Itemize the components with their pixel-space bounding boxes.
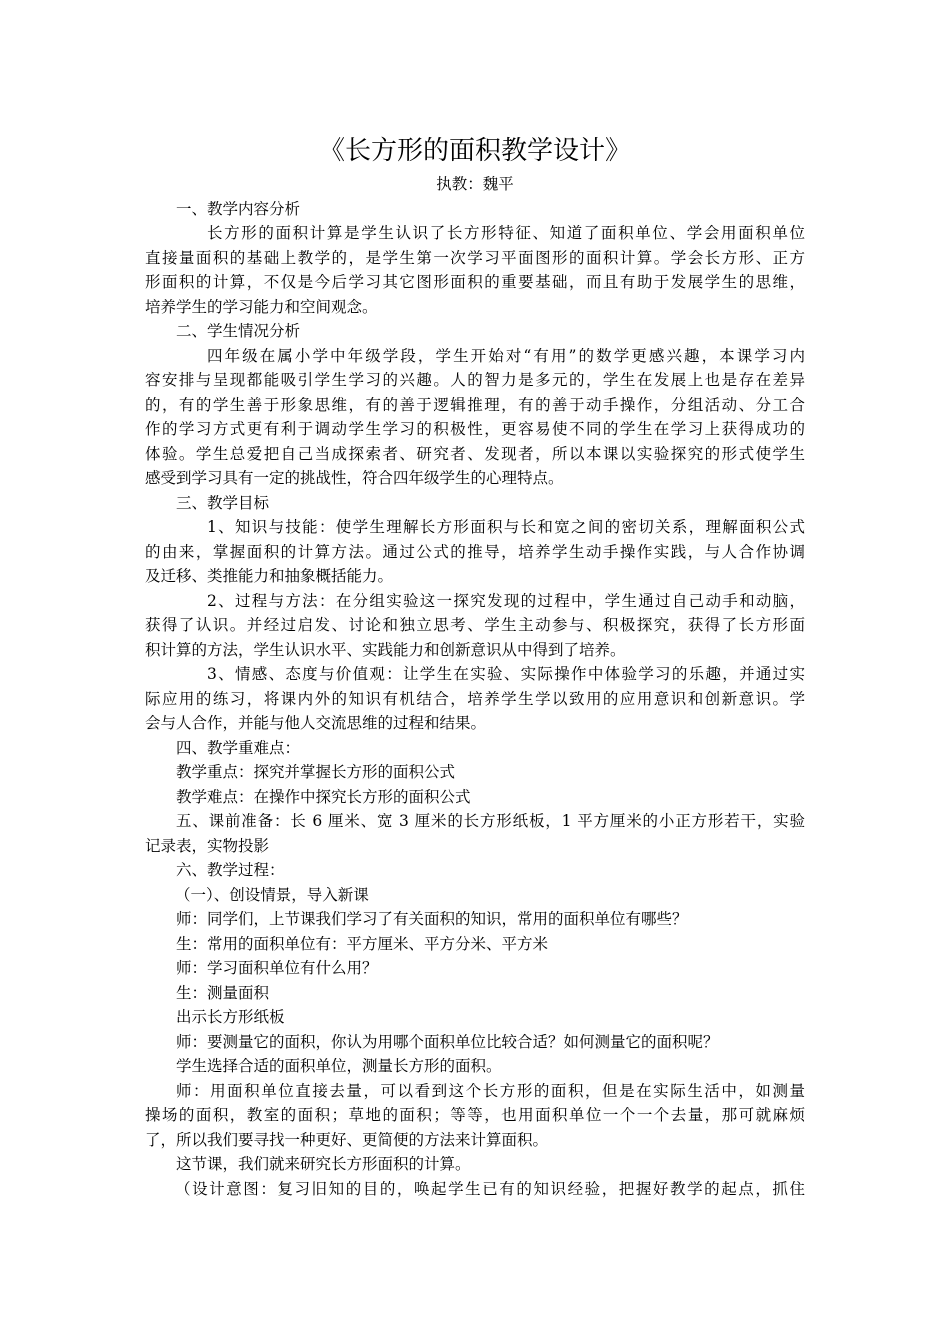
text-line: 操场的面积，教室的面积；草地的面积；等等，也用面积单位一个一个去量，那可就麻烦 [145, 1106, 805, 1124]
document-title: 《长方形的面积教学设计》 [318, 136, 631, 166]
text-line: 师：用面积单位直接去量，可以看到这个长方形的面积，但是在实际生活中，如测量 [176, 1081, 805, 1100]
text-line: 记录表，实物投影 [145, 836, 270, 855]
text-line: 的由来，掌握面积的计算方法。通过公式的推导，培养学生动手操作实践，与人合作协调 [145, 542, 805, 561]
section-heading: 二、学生情况分析 [176, 322, 301, 340]
author-line: 执教：魏平 [436, 175, 514, 193]
text-line: 长方形的面积计算是学生认识了长方形特征、知道了面积单位、学会用面积单位 [207, 224, 805, 242]
text-line: 五、课前准备：长 6 厘米、宽 3 厘米的长方形纸板，1 平方厘米的小正方形若干，实验 [176, 812, 805, 830]
text-line: 出示长方形纸板 [176, 1008, 285, 1026]
text-line: 教学重点：探究并掌握长方形的面积公式 [176, 763, 456, 781]
section-heading: 一、教学内容分析 [176, 199, 301, 218]
text-line: （一）、创设情景，导入新课 [175, 885, 369, 904]
section-heading: 六、教学过程： [176, 861, 285, 879]
text-line: 培养学生的学习能力和空间观念。 [145, 297, 378, 316]
text-line: 生：常用的面积单位有：平方厘米、平方分米、平方米 [176, 934, 549, 953]
text-line: 的，有的学生善于形象思维，有的善于逻辑推理，有的善于动手操作，分组活动、分工合 [145, 395, 805, 414]
text-line: 获得了认识。并经过启发、讨论和独立思考、学生主动参与、积极探究，获得了长方形面 [145, 616, 805, 634]
text-line: 师：学习面积单位有什么用？ [176, 959, 378, 977]
text-line: 际应用的练习，将课内外的知识有机结合，培养学生学以致用的应用意识和创新意识。学 [145, 689, 805, 708]
text-line: 学生选择合适的面积单位，测量长方形的面积。 [176, 1057, 502, 1075]
document-body [145, 197, 805, 1202]
text-line: 作的学习方式更有利于调动学生学习的积极性，更容易使不同的学生在学习上获得成功的 [145, 420, 805, 438]
text-line: 1、知识与技能：使学生理解长方形面积与长和宽之间的密切关系，理解面积公式 [207, 518, 805, 536]
text-line: 师：要测量它的面积，你认为用哪个面积单位比较合适？如何测量它的面积呢？ [176, 1032, 719, 1051]
text-line: 会与人合作，并能与他人交流思维的过程和结果。 [145, 714, 487, 732]
text-line: 积计算的方法，学生认识水平、实践能力和创新意识从中得到了培养。 [145, 640, 626, 659]
text-line: 感受到学习具有一定的挑战性，符合四年级学生的心理特点。 [145, 469, 564, 487]
text-line: 了，所以我们要寻找一种更好、更简便的方法来计算面积。 [145, 1130, 549, 1149]
document-page [145, 132, 805, 1201]
text-line: 直接量面积的基础上教学的，是学生第一次学习平面图形的面积计算。学会长方形、正方 [145, 248, 805, 267]
text-line: 形面积的计算，不仅是今后学习其它图形面积的重要基础，而且有助于发展学生的思维， [145, 273, 805, 291]
text-line: 教学难点：在操作中探究长方形的面积公式 [176, 787, 471, 806]
text-line: 2、过程与方法：在分组实验这一探究发现的过程中，学生通过自己动手和动脑， [207, 591, 805, 610]
text-line: 生：测量面积 [176, 983, 270, 1002]
section-heading: 四、教学重难点： [176, 738, 301, 757]
text-line: 四年级在属小学中年级学段，学生开始对“有用”的数学更感兴趣，本课学习内 [207, 346, 805, 365]
text-line: 体验。学生总爱把自己当成探索者、研究者、发现者，所以本课以实验探究的形式使学生 [145, 444, 805, 463]
text-line: 及迁移、类推能力和抽象概括能力。 [145, 567, 394, 585]
text-line: （设计意图：复习旧知的目的，唤起学生已有的知识经验，把握好教学的起点，抓住 [175, 1179, 805, 1198]
text-line: 这节课，我们就来研究长方形面积的计算。 [176, 1155, 471, 1173]
text-line: 3、情感、态度与价值观：让学生在实验、实际操作中体验学习的乐趣，并通过实 [207, 665, 805, 683]
section-heading: 三、教学目标 [176, 493, 270, 512]
text-line: 师：同学们，上节课我们学习了有关面积的知识，常用的面积单位有哪些？ [176, 910, 688, 928]
text-line: 容安排与呈现都能吸引学生学习的兴趣。人的智力是多元的，学生在发展上也是存在差异 [145, 371, 805, 389]
